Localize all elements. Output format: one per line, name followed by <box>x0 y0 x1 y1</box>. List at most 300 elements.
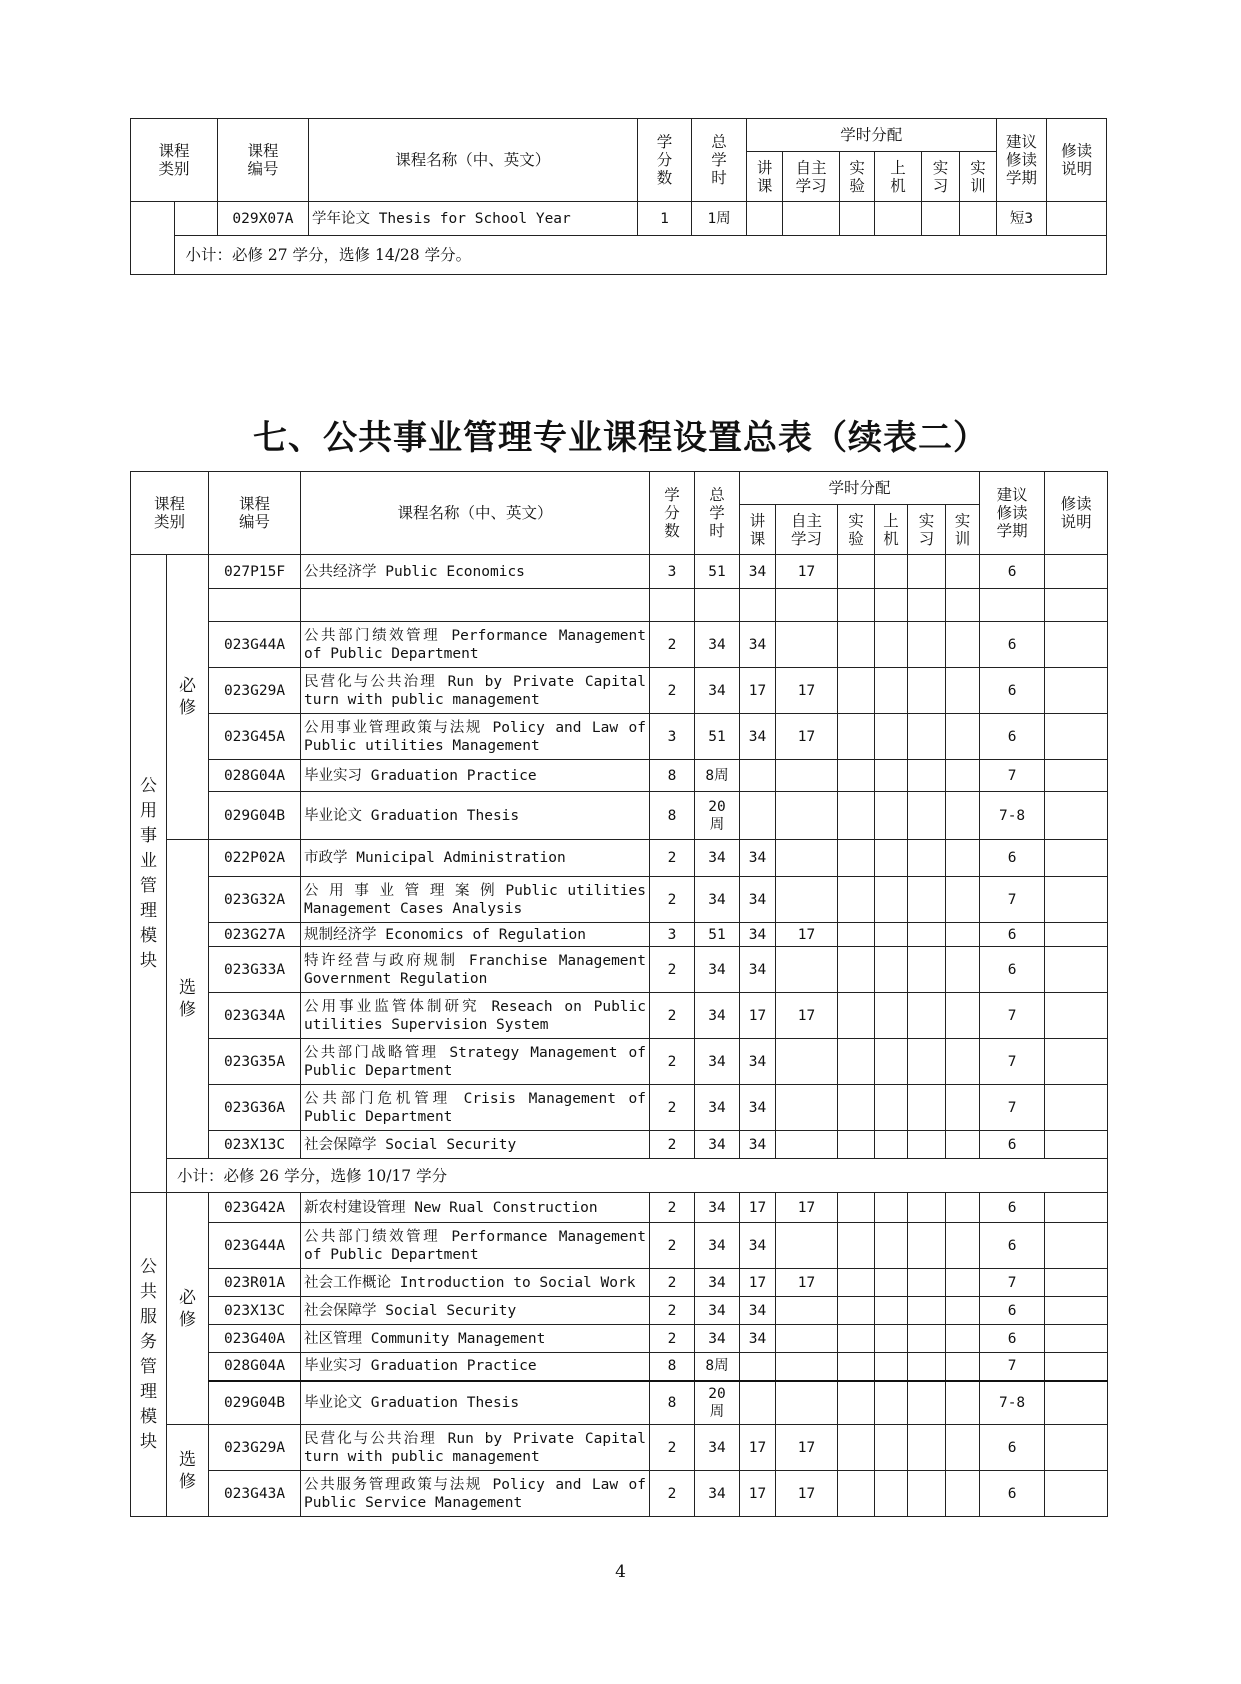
course-notes <box>1045 1297 1108 1325</box>
course-hours <box>695 622 740 668</box>
course-semester: 6 <box>980 840 1045 877</box>
course-hours-value: 34 <box>708 891 726 908</box>
course-hours <box>695 1425 740 1471</box>
course-experiment <box>838 714 875 760</box>
top-continuation-table <box>130 118 1107 275</box>
header-credits: 学分数 <box>637 119 692 202</box>
subtotal: 小计：必修 27 学分，选修 14/28 学分。 <box>175 236 1107 275</box>
course-training <box>946 1353 980 1381</box>
course-code: 023G33A <box>209 947 301 993</box>
course-training <box>946 1085 980 1131</box>
course-hours-value: 51 <box>708 926 726 943</box>
course-hours-value: 20周 <box>708 1385 726 1420</box>
table-row <box>131 202 1107 236</box>
course-name <box>301 589 650 622</box>
course-lecture: 17 <box>740 1425 776 1471</box>
course-computer <box>875 760 908 792</box>
course-code: 029G04B <box>209 792 301 840</box>
table-row <box>131 1269 1108 1297</box>
course-lecture <box>740 1353 776 1381</box>
course-hours <box>695 555 740 589</box>
course-training <box>946 792 980 840</box>
course-computer <box>875 1425 908 1471</box>
course-computer <box>875 714 908 760</box>
course-self-study <box>776 947 838 993</box>
course-experiment <box>838 840 875 877</box>
course-experiment <box>838 1223 875 1269</box>
course-hours <box>695 947 740 993</box>
table-row <box>131 760 1108 792</box>
table-row <box>131 877 1108 923</box>
course-hours <box>695 1039 740 1085</box>
course-notes <box>1045 1381 1108 1425</box>
course-code: 022P02A <box>209 840 301 877</box>
course-training <box>946 668 980 714</box>
table-row <box>131 668 1108 714</box>
course-training <box>946 589 980 622</box>
course-credits: 1 <box>637 202 692 236</box>
course-notes <box>1045 877 1108 923</box>
course-semester: 短3 <box>996 202 1047 236</box>
course-notes <box>1045 589 1108 622</box>
course-hours-value: 8周 <box>705 767 729 784</box>
course-hours <box>695 840 740 877</box>
course-notes <box>1045 1193 1108 1223</box>
course-lecture: 34 <box>740 1297 776 1325</box>
course-semester <box>980 589 1045 622</box>
header-self-study: 自主学习 <box>776 505 838 555</box>
table-row <box>131 1297 1108 1325</box>
course-code: 023G44A <box>209 1223 301 1269</box>
course-name: 公共部门绩效管理 Performance Management of Public Department <box>301 1223 650 1269</box>
course-table <box>130 471 1108 1517</box>
course-training <box>946 1381 980 1425</box>
course-training <box>946 622 980 668</box>
course-hours-value: 34 <box>708 1237 726 1254</box>
course-credits: 2 <box>650 1131 695 1159</box>
course-hours-value: 51 <box>708 728 726 745</box>
course-name: 民营化与公共治理 Run by Private Capital turn with public management <box>301 668 650 714</box>
course-credits: 3 <box>650 714 695 760</box>
course-computer <box>875 1039 908 1085</box>
course-hours <box>695 923 740 947</box>
course-hours <box>695 993 740 1039</box>
course-self-study: 17 <box>776 1193 838 1223</box>
course-hours-value: 34 <box>708 961 726 978</box>
table-row <box>131 714 1108 760</box>
course-hours-value: 34 <box>708 1274 726 1291</box>
course-experiment <box>838 792 875 840</box>
course-lecture: 34 <box>740 555 776 589</box>
course-semester: 7 <box>980 1269 1045 1297</box>
table-row <box>131 1325 1108 1353</box>
course-code: 023G27A <box>209 923 301 947</box>
course-name: 民营化与公共治理 Run by Private Capital turn with public management <box>301 1425 650 1471</box>
course-name: 公共服务管理政策与法规 Policy and Law of Public Service Management <box>301 1471 650 1517</box>
course-credits <box>650 589 695 622</box>
course-hours <box>695 1471 740 1517</box>
course-training <box>946 1223 980 1269</box>
course-experiment <box>838 1131 875 1159</box>
course-experiment <box>838 1471 875 1517</box>
course-credits: 2 <box>650 668 695 714</box>
course-name: 市政学 Municipal Administration <box>301 840 650 877</box>
course-credits: 2 <box>650 947 695 993</box>
course-name: 公共经济学 Public Economics <box>301 555 650 589</box>
course-name: 社会保障学 Social Security <box>301 1297 650 1325</box>
elective-group <box>167 1425 209 1517</box>
course-code: 027P15F <box>209 555 301 589</box>
subtotal-row <box>131 1159 1108 1193</box>
course-experiment <box>838 1425 875 1471</box>
course-notes <box>1045 1085 1108 1131</box>
course-practice <box>908 1353 946 1381</box>
course-practice <box>908 1039 946 1085</box>
course-name: 公用事业管理政策与法规 Policy and Law of Public utilities Management <box>301 714 650 760</box>
course-training <box>946 840 980 877</box>
course-self-study <box>776 840 838 877</box>
course-practice <box>908 1131 946 1159</box>
course-code: 023G43A <box>209 1471 301 1517</box>
course-notes <box>1045 760 1108 792</box>
header-semester: 建议修读学期 <box>980 472 1045 555</box>
course-practice <box>908 1471 946 1517</box>
module-public-service <box>131 1193 167 1517</box>
course-lecture: 34 <box>740 1085 776 1131</box>
table-row <box>131 1223 1108 1269</box>
elective-group-label: 选修 <box>179 1449 196 1492</box>
course-credits: 2 <box>650 877 695 923</box>
course-lecture: 17 <box>740 1471 776 1517</box>
course-computer <box>875 589 908 622</box>
required-group-label: 必修 <box>179 676 196 718</box>
course-self-study <box>776 760 838 792</box>
course-practice <box>908 1425 946 1471</box>
course-code: 023G44A <box>209 622 301 668</box>
course-credits: 3 <box>650 923 695 947</box>
table-row <box>131 1131 1108 1159</box>
course-semester: 7 <box>980 993 1045 1039</box>
course-practice <box>908 760 946 792</box>
header-practice: 实习 <box>908 505 946 555</box>
module-public-service-label: 公共服务管理模块 <box>140 1256 157 1452</box>
self-cell <box>783 202 840 236</box>
course-hours-value: 34 <box>708 850 726 866</box>
course-computer <box>875 668 908 714</box>
course-lecture: 34 <box>740 1325 776 1353</box>
course-lecture: 34 <box>740 947 776 993</box>
course-practice <box>908 1381 946 1425</box>
course-computer <box>875 877 908 923</box>
header-lecture: 讲课 <box>746 152 782 202</box>
course-semester: 6 <box>980 1223 1045 1269</box>
course-practice <box>908 1325 946 1353</box>
course-code: 023G40A <box>209 1325 301 1353</box>
course-name: 新农村建设管理 New Rual Construction <box>301 1193 650 1223</box>
course-credits: 2 <box>650 1269 695 1297</box>
course-notes <box>1045 1223 1108 1269</box>
course-hours-value: 34 <box>708 1302 726 1319</box>
course-semester: 6 <box>980 555 1045 589</box>
course-code: 023G36A <box>209 1085 301 1131</box>
course-self-study <box>776 877 838 923</box>
course-credits: 2 <box>650 622 695 668</box>
header-name: 课程名称（中、英文） <box>301 472 650 555</box>
course-code: 029G04B <box>209 1381 301 1425</box>
course-semester: 6 <box>980 1325 1045 1353</box>
course-self-study <box>776 589 838 622</box>
training-cell <box>960 202 996 236</box>
course-notes <box>1045 1353 1108 1381</box>
module-public-utilities <box>131 555 167 1193</box>
course-code: 023G32A <box>209 877 301 923</box>
course-practice <box>908 1297 946 1325</box>
course-training <box>946 1325 980 1353</box>
course-computer <box>875 1325 908 1353</box>
course-name: 规制经济学 Economics of Regulation <box>301 923 650 947</box>
course-lecture: 17 <box>740 668 776 714</box>
course-code: 023X13C <box>209 1297 301 1325</box>
course-hours <box>695 1193 740 1223</box>
required-group-label: 必修 <box>179 1287 196 1330</box>
header-code: 课程编号 <box>209 472 301 555</box>
course-semester: 7 <box>980 1085 1045 1131</box>
course-hours <box>695 792 740 840</box>
header-notes: 修读说明 <box>1047 119 1107 202</box>
course-hours <box>695 1085 740 1131</box>
course-self-study <box>776 792 838 840</box>
course-lecture: 34 <box>740 877 776 923</box>
course-notes <box>1045 1131 1108 1159</box>
course-semester: 7 <box>980 760 1045 792</box>
course-lecture: 17 <box>740 993 776 1039</box>
course-computer <box>875 555 908 589</box>
table-row <box>131 1039 1108 1085</box>
course-notes <box>1045 792 1108 840</box>
elective-group <box>167 840 209 1159</box>
course-training <box>946 923 980 947</box>
header-lecture: 讲课 <box>740 505 776 555</box>
course-lecture: 34 <box>740 1131 776 1159</box>
course-computer <box>875 622 908 668</box>
course-lecture: 34 <box>740 840 776 877</box>
table-row <box>131 792 1108 840</box>
course-code: 023G29A <box>209 1425 301 1471</box>
course-lecture: 34 <box>740 1223 776 1269</box>
page-title: 七、公共事业管理专业课程设置总表（续表二） <box>253 418 988 458</box>
course-code: 023G34A <box>209 993 301 1039</box>
course-experiment <box>838 668 875 714</box>
course-semester: 6 <box>980 1471 1045 1517</box>
course-experiment <box>838 947 875 993</box>
course-experiment <box>838 1297 875 1325</box>
course-notes <box>1045 714 1108 760</box>
course-hours <box>695 714 740 760</box>
course-name: 毕业论文 Graduation Thesis <box>301 1381 650 1425</box>
course-hours-value: 34 <box>708 1199 726 1216</box>
course-credits: 2 <box>650 993 695 1039</box>
course-practice <box>908 1085 946 1131</box>
header-semester: 建议修读学期 <box>996 119 1047 202</box>
course-hours-value: 51 <box>708 563 726 580</box>
table-row <box>131 1193 1108 1223</box>
header-category: 课程类别 <box>131 119 218 202</box>
course-self-study <box>776 1381 838 1425</box>
course-credits: 2 <box>650 1223 695 1269</box>
course-experiment <box>838 1039 875 1085</box>
header-computer: 上机 <box>875 505 908 555</box>
header-total-hours: 总学时 <box>692 119 747 202</box>
table-row <box>131 1471 1108 1517</box>
course-credits: 8 <box>650 1353 695 1381</box>
header-category: 课程类别 <box>131 472 209 555</box>
course-training <box>946 993 980 1039</box>
course-credits: 2 <box>650 840 695 877</box>
course-experiment <box>838 993 875 1039</box>
course-semester: 6 <box>980 622 1045 668</box>
course-name: 公用事业监管体制研究 Reseach on Public utilities Supervision System <box>301 993 650 1039</box>
course-notes <box>1045 1425 1108 1471</box>
course-computer <box>875 947 908 993</box>
subtotal: 小计：必修 26 学分，选修 10/17 学分 <box>167 1159 1108 1193</box>
course-semester: 6 <box>980 923 1045 947</box>
course-hours <box>695 877 740 923</box>
table-row <box>131 1085 1108 1131</box>
course-notes <box>1045 1471 1108 1517</box>
course-training <box>946 1039 980 1085</box>
course-name: 社会工作概论 Introduction to Social Work <box>301 1269 650 1297</box>
course-code: 023G35A <box>209 1039 301 1085</box>
course-computer <box>875 1131 908 1159</box>
course-semester: 6 <box>980 1131 1045 1159</box>
course-self-study: 17 <box>776 714 838 760</box>
practice-cell <box>921 202 959 236</box>
course-hours <box>695 1223 740 1269</box>
course-notes <box>1045 1039 1108 1085</box>
header-experiment: 实验 <box>839 152 874 202</box>
course-hours <box>695 1353 740 1381</box>
course-credits: 2 <box>650 1325 695 1353</box>
course-notes <box>1045 923 1108 947</box>
course-self-study <box>776 1297 838 1325</box>
course-practice <box>908 555 946 589</box>
course-self-study: 17 <box>776 1269 838 1297</box>
course-lecture <box>740 589 776 622</box>
course-self-study <box>776 1131 838 1159</box>
course-name: 公 用 事 业 管 理 案 例 Public utilities Management Cases Analysis <box>301 877 650 923</box>
course-hours <box>695 1131 740 1159</box>
course-computer <box>875 840 908 877</box>
header-credits: 学分数 <box>650 472 695 555</box>
page-number: 4 <box>615 1562 626 1582</box>
course-hours-value: 34 <box>708 1330 726 1347</box>
course-computer <box>875 1193 908 1223</box>
course-computer <box>875 1223 908 1269</box>
course-name: 社会保障学 Social Security <box>301 1131 650 1159</box>
course-semester: 7 <box>980 877 1045 923</box>
course-lecture: 17 <box>740 1269 776 1297</box>
course-experiment <box>838 1193 875 1223</box>
course-code: 023X13C <box>209 1131 301 1159</box>
course-experiment <box>838 1085 875 1131</box>
course-code: 023R01A <box>209 1269 301 1297</box>
course-notes <box>1045 622 1108 668</box>
table-row <box>131 1353 1108 1381</box>
course-hours-value: 34 <box>708 1099 726 1116</box>
computer-cell <box>875 202 922 236</box>
course-computer <box>875 1085 908 1131</box>
course-self-study <box>776 1039 838 1085</box>
course-credits: 8 <box>650 760 695 792</box>
course-lecture <box>740 1381 776 1425</box>
course-practice <box>908 877 946 923</box>
header-self-study: 自主学习 <box>783 152 840 202</box>
course-practice <box>908 1193 946 1223</box>
course-self-study: 17 <box>776 1471 838 1517</box>
course-semester: 7 <box>980 1353 1045 1381</box>
course-training <box>946 1131 980 1159</box>
course-lecture <box>740 760 776 792</box>
course-notes <box>1045 1269 1108 1297</box>
course-computer <box>875 993 908 1039</box>
course-hours-value: 34 <box>708 682 726 699</box>
course-practice <box>908 993 946 1039</box>
course-experiment <box>838 1353 875 1381</box>
course-notes <box>1045 1325 1108 1353</box>
course-lecture: 34 <box>740 714 776 760</box>
course-practice <box>908 589 946 622</box>
lecture-cell <box>746 202 782 236</box>
course-code: 023G42A <box>209 1193 301 1223</box>
course-computer <box>875 1297 908 1325</box>
course-hours <box>695 1381 740 1425</box>
course-semester: 7-8 <box>980 1381 1045 1425</box>
table-row <box>131 622 1108 668</box>
course-hours <box>695 1325 740 1353</box>
course-training <box>946 760 980 792</box>
course-hours-value: 34 <box>708 1439 726 1456</box>
course-computer <box>875 1269 908 1297</box>
course-semester: 7 <box>980 1039 1045 1085</box>
table-row <box>131 1381 1108 1425</box>
course-credits: 8 <box>650 792 695 840</box>
course-hours <box>695 760 740 792</box>
course-training <box>946 1425 980 1471</box>
course-credits: 2 <box>650 1085 695 1131</box>
course-semester: 6 <box>980 1425 1045 1471</box>
course-credits: 2 <box>650 1425 695 1471</box>
course-hours <box>695 1269 740 1297</box>
course-self-study: 17 <box>776 668 838 714</box>
table-row <box>131 923 1108 947</box>
course-practice <box>908 668 946 714</box>
course-credits: 3 <box>650 555 695 589</box>
course-self-study <box>776 1223 838 1269</box>
course-hours: 1周 <box>692 202 747 236</box>
course-semester: 6 <box>980 947 1045 993</box>
course-experiment <box>838 760 875 792</box>
course-computer <box>875 792 908 840</box>
course-name: 毕业实习 Graduation Practice <box>301 1353 650 1381</box>
course-semester: 7-8 <box>980 792 1045 840</box>
course-code: 028G04A <box>209 760 301 792</box>
course-practice <box>908 714 946 760</box>
course-semester: 6 <box>980 668 1045 714</box>
table-row <box>131 993 1108 1039</box>
course-self-study <box>776 1085 838 1131</box>
course-training <box>946 1193 980 1223</box>
course-name: 公共部门战略管理 Strategy Management of Public Department <box>301 1039 650 1085</box>
